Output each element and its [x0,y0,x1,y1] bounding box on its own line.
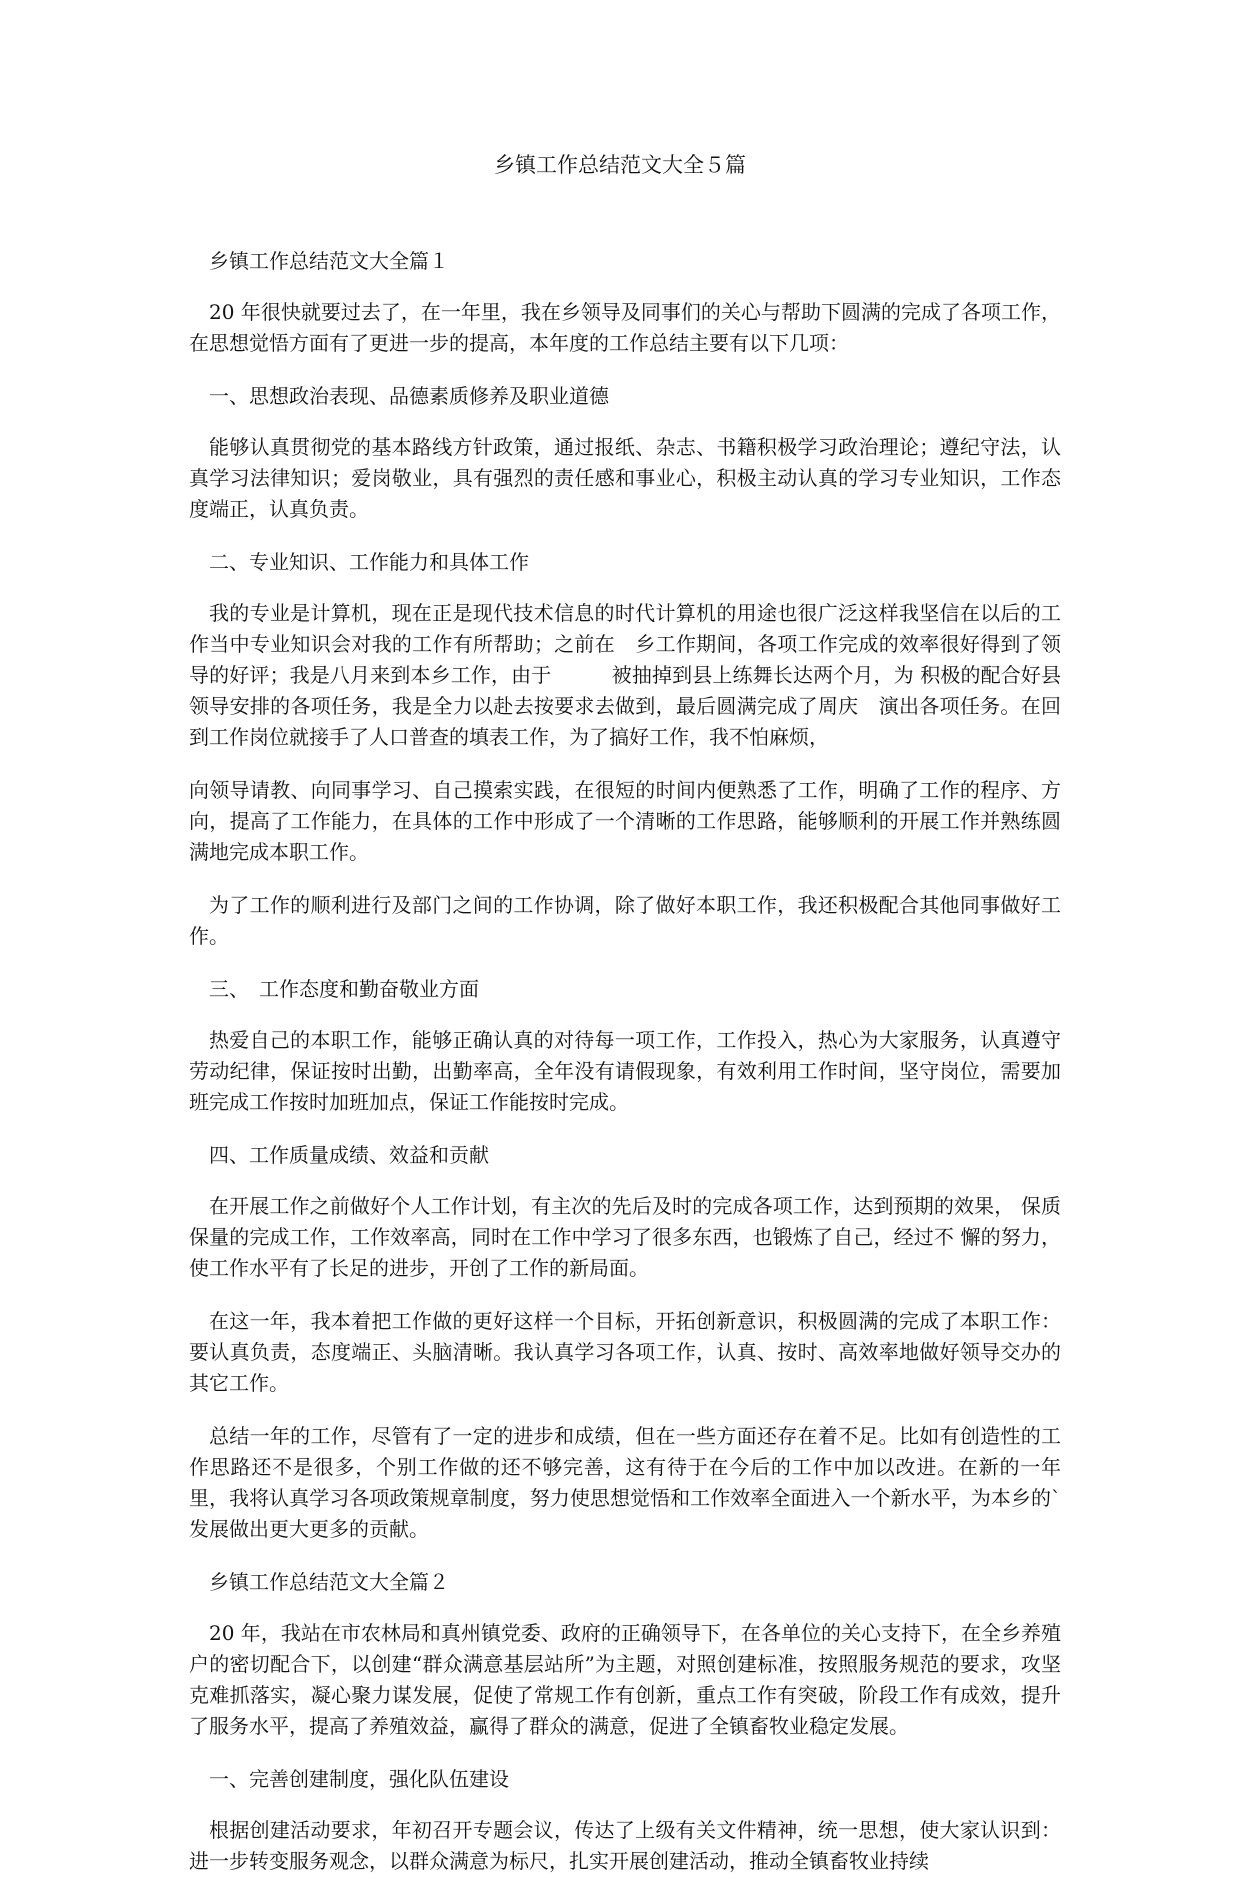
body-paragraph: 我的专业是计算机，现在正是现代技术信息的时代计算机的用途也很广泛这样我坚信在以后的工作当中专业知识会对我的工作有所帮助；之前在 乡工作期间，各项工作完成的效率很好得到了领导的好评；我是八月来到本乡工作，由于 被抽掉到县上练舞长达两个月，为 积极的配合好县领导安排的各项任务，我是全力以赴去按要求去做到，最后圆满完成了周庆 演出各项任务。在回到工作岗位就接手了人口普查的填表工作，为了搞好工作，我不怕麻烦， [189,601,1061,749]
body-paragraph: 在开展工作之前做好个人工作计划，有主次的先后及时的完成各项工作，达到预期的效果， 保质保量的完成工作，工作效率高，同时在工作中学习了很多东西，也锻炼了自己，经过不 懈的努力，使工作水平有了长足的进步，开创了工作的新局面。 [189,1194,1061,1280]
body-paragraph: 热爱自己的本职工作，能够正确认真的对待每一项工作，工作投入，热心为大家服务，认真遵守劳动纪律，保证按时出勤，出勤率高，全年没有请假现象，有效利用工作时间，坚守岗位，需要加班完成工作按时加班加点，保证工作能按时完成。 [189,1028,1061,1114]
body-paragraph: 根据创建活动要求，年初召开专题会议，传达了上级有关文件精神，统一思想，使大家认识到：进一步转变服务观念，以群众满意为标尺，扎实开展创建活动，推动全镇畜牧业持续 [189,1818,1061,1873]
body-paragraph: 能够认真贯彻党的基本路线方针政策，通过报纸、杂志、书籍积极学习政治理论；遵纪守法，认真学习法律知识；爱岗敬业，具有强烈的责任感和事业心，积极主动认真的学习专业知识，工作态度端正，认真负责。 [189,435,1061,521]
section-heading: 三、 工作态度和勤奋敬业方面 [209,977,479,1001]
section-heading: 乡镇工作总结范文大全篇２ [209,1570,449,1594]
section-heading: 二、专业知识、工作能力和具体工作 [209,550,529,574]
section-heading: 一、思想政治表现、品德素质修养及职业道德 [209,384,609,408]
body-paragraph: 20 年，我站在市农林局和真州镇党委、政府的正确领导下，在各单位的关心支持下，在全乡养殖户的密切配合下，以创建“群众满意基层站所”为主题，对照创建标准，按照服务规范的要求，攻坚克难抓落实，凝心聚力谋发展，促使了常规工作有创新，重点工作有突破，阶段工作有成效，提升了服务水平，提高了养殖效益，赢得了群众的满意，促进了全镇畜牧业稳定发展。 [189,1621,1061,1738]
body-paragraph: 向领导请教、向同事学习、自己摸索实践，在很短的时间内便熟悉了工作，明确了工作的程序、方向，提高了工作能力，在具体的工作中形成了一个清晰的工作思路，能够顺利的开展工作并熟练圆满地完成本职工作。 [189,778,1061,864]
document-title: 乡镇工作总结范文大全５篇 [494,153,746,177]
body-paragraph: 总结一年的工作，尽管有了一定的进步和成绩，但在一些方面还存在着不足。比如有创造性的工作思路还不是很多，个别工作做的还不够完善，这有待于在今后的工作中加以改进。在新的一年里，我将认真学习各项政策规章制度，努力使思想觉悟和工作效率全面进入一个新水平，为本乡的`发展做出更大更多的贡献。 [189,1424,1061,1541]
section-heading: 乡镇工作总结范文大全篇１ [209,249,449,273]
document-body [189,246,1061,1899]
section-heading: 四、工作质量成绩、效益和贡献 [209,1143,489,1167]
body-paragraph: 为了工作的顺利进行及部门之间的工作协调，除了做好本职工作，我还积极配合其他同事做好工作。 [189,893,1061,948]
section-heading: 一、完善创建制度，强化队伍建设 [209,1767,509,1791]
body-paragraph: 20 年很快就要过去了，在一年里，我在乡领导及同事们的关心与帮助下圆满的完成了各项工作，在思想觉悟方面有了更进一步的提高，本年度的工作总结主要有以下几项： [189,300,1061,355]
body-paragraph: 在这一年，我本着把工作做的更好这样一个目标，开拓创新意识，积极圆满的完成了本职工作：要认真负责，态度端正、头脑清晰。我认真学习各项工作，认真、按时、高效率地做好领导交办的其它工作。 [189,1309,1061,1395]
